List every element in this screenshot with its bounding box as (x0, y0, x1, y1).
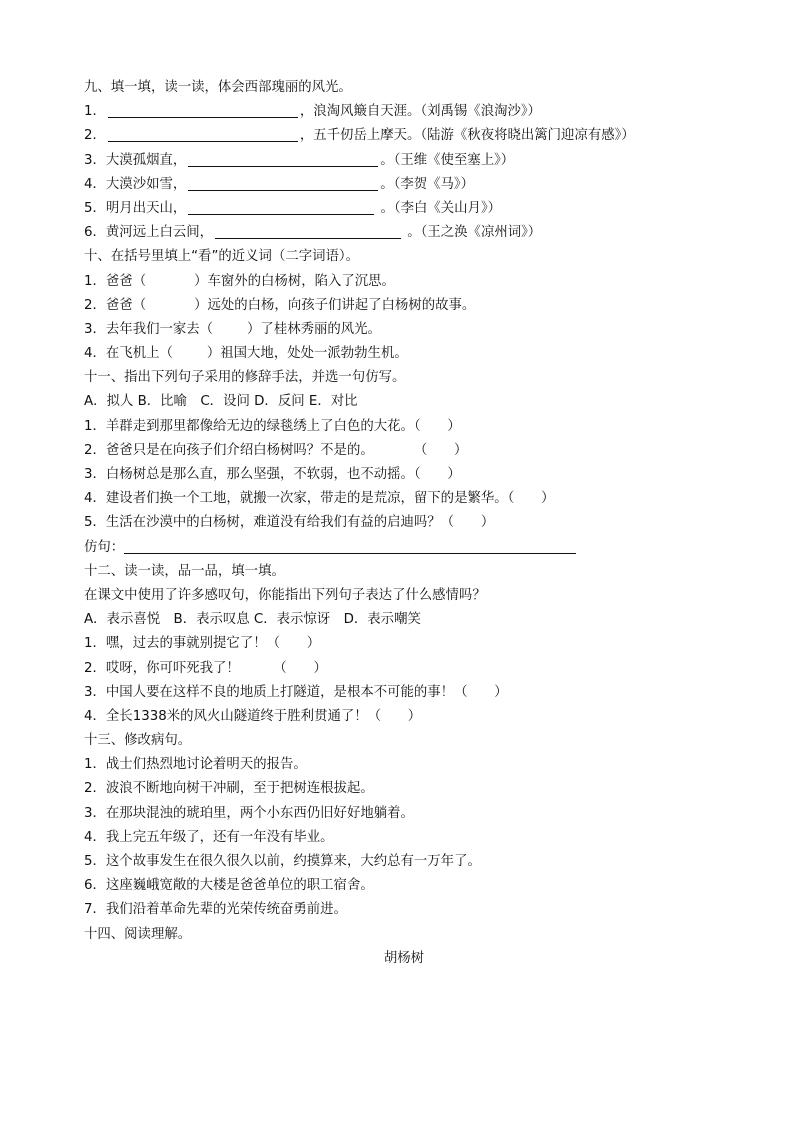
item-suffix: ）了桂林秀丽的风光。 (247, 321, 381, 337)
sec11-options: A．拟人 B．比喻 C．设问 D．反问 E．对比 (84, 394, 358, 410)
item-suffix: 。（王维《使至塞上》） (380, 152, 515, 168)
sec9-item-6 (84, 221, 724, 245)
section-12-heading: 十二、读一读，品一品，填一填。 (84, 563, 285, 579)
sec10-item-3 (84, 318, 724, 342)
sec13-item-4: 4．我上完五年级了，还有一年没有毕业。 (84, 829, 334, 845)
sec9-item-2 (84, 124, 724, 148)
item-suffix: 。（李贺《马》） (380, 176, 474, 192)
sec12-options: A．表示喜悦 B．表示叹息 C．表示惊讶 D．表示嘲笑 (84, 612, 421, 628)
sec13-item-7: 7．我们沿着革命先辈的光荣传统奋勇前进。 (84, 902, 347, 918)
sec10-item-1 (84, 270, 724, 294)
sec9-item-5 (84, 197, 724, 221)
item-text: ，五千仞岳上摩天。（陆游《秋夜将晓出篱门迎凉有感》） (299, 128, 635, 144)
item-suffix: ）车窗外的白杨树，陷入了沉思。 (194, 273, 395, 289)
item-suffix: 。（李白《关山月》） (376, 200, 502, 216)
sec13-item-2: 2．波浪不断地向树干冲刷，至于把树连根拔起。 (84, 781, 374, 797)
item-suffix: ）远处的白杨，向孩子们讲起了白杨树的故事。 (194, 297, 476, 313)
section-10-heading: 十、在括号里填上“看”的近义词（二字词语）。 (84, 249, 359, 265)
item-prefix: 3．去年我们一家去（ (84, 321, 214, 337)
answer-blank[interactable] (188, 199, 374, 215)
answer-blank[interactable] (188, 151, 378, 167)
item-number: 2． (84, 128, 106, 144)
sec11-item-1: 1．羊群走到那里都像给无边的绿毯绣上了白色的大花。（ ） (84, 418, 461, 434)
item-prefix: 6．黄河远上白云间， (84, 225, 214, 241)
item-prefix: 1．爸爸（ (84, 273, 147, 289)
sec10-item-4 (84, 342, 724, 366)
sec13-item-5: 5．这个故事发生在很久很久以前，约摸算来，大约总有一万年了。 (84, 854, 481, 869)
worksheet-content (84, 76, 724, 971)
sec11-imitate (84, 536, 724, 560)
imitate-answer-line[interactable] (124, 538, 576, 554)
imitate-label: 仿句： (84, 539, 125, 555)
sec12-intro: 在课文中使用了许多感叹句，你能指出下列句子表达了什么感情吗？ (84, 587, 486, 603)
item-suffix: ）祖国大地，处处一派勃勃生机。 (206, 346, 408, 362)
sec10-item-2 (84, 294, 724, 318)
sec13-item-6: 6．这座巍峨宽敞的大楼是爸爸单位的职工宿舍。 (84, 878, 374, 894)
sec9-item-3 (84, 149, 724, 173)
sec13-item-1: 1．战士们热烈地讨论着明天的报告。 (84, 757, 307, 773)
sec11-item-4: 4．建设者们换一个工地，就搬一次家，带走的是荒凉，留下的是繁华。（ ） (84, 491, 555, 507)
section-9-heading: 九、填一填，读一读，体会西部瑰丽的风光。 (84, 80, 352, 95)
item-prefix: 3．大漠孤烟直， (84, 152, 187, 168)
section-13-heading: 十三、修改病句。 (84, 733, 192, 749)
sec11-item-3: 3．白杨树总是那么直，那么坚强，不软弱，也不动摇。（ ） (84, 467, 461, 482)
item-prefix: 4．在飞机上（ (84, 346, 173, 362)
sec11-item-2: 2．爸爸只是在向孩子们介绍白杨树吗？不是的。 （ ） (84, 442, 468, 458)
section-14-heading: 十四、阅读理解。 (84, 926, 192, 942)
section-11-heading: 十一、指出下列句子采用的修辞手法，并选一句仿写。 (84, 370, 406, 386)
answer-blank[interactable] (188, 175, 378, 191)
item-suffix: 。（王之涣《凉州词》） (403, 225, 542, 241)
sec9-item-1 (84, 100, 724, 124)
answer-blank[interactable] (215, 223, 401, 239)
sec9-item-4 (84, 173, 724, 197)
answer-blank[interactable] (108, 102, 298, 118)
passage-title: 胡杨树 (383, 950, 425, 966)
item-text: ，浪淘风簸自天涯。（刘禹锡《浪淘沙》） (299, 104, 541, 120)
sec12-item-1: 1．嘿，过去的事就别提它了！（ ） (84, 636, 321, 652)
answer-blank[interactable] (108, 126, 298, 142)
sec12-item-3: 3．中国人要在这样不良的地质上打隧道，是根本不可能的事！（ ） (84, 684, 508, 700)
item-prefix: 4．大漠沙如雪， (84, 176, 187, 192)
item-prefix: 2．爸爸（ (84, 297, 147, 313)
sec12-item-2: 2．哎呀，你可吓死我了！ （ ） (84, 660, 327, 676)
item-prefix: 5．明月出天山， (84, 200, 187, 216)
sec12-item-4: 4．全长1338米的风火山隧道终于胜利贯通了！（ ） (84, 708, 422, 724)
sec13-item-3: 3．在那块混浊的琥珀里，两个小东西仍旧好好地躺着。 (84, 805, 414, 821)
sec11-item-5: 5．生活在沙漠中的白杨树，难道没有给我们有益的启迪吗？（ ） (84, 515, 495, 531)
item-number: 1． (84, 104, 106, 120)
